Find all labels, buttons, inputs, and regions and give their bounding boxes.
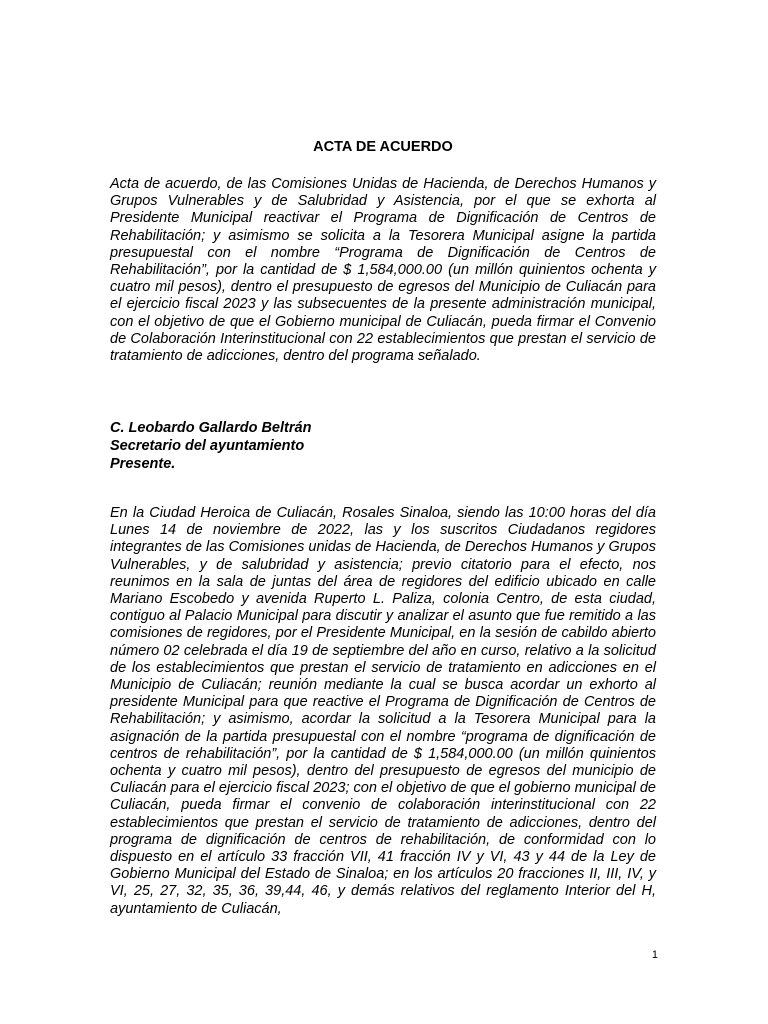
addressee-name: C. Leobardo Gallardo Beltrán [110, 420, 312, 436]
addressee-presente: Presente. [110, 456, 176, 472]
page-number: 1 [651, 949, 658, 961]
document-title: ACTA DE ACUERDO [313, 139, 453, 155]
addressee-block [110, 419, 656, 473]
body-paragraph: En la Ciudad Heroica de Culiacán, Rosales Sinaloa, siendo las 10:00 horas del día Lunes 14 de noviembre de 2022, las y los suscritos Ciudadanos regidores integrantes de las Comisiones unidas de Hacienda, de Derechos Humanos y Grupos Vulnerables, y de salubridad y asistencia; previo citatorio para el efecto, nos reunimos en la sala de juntas del área de regidores del edificio ubicado en calle Mariano Escobedo y avenida Ruperto L. Paliza, colonia Centro, de esta ciudad, contiguo al Palacio Municipal para discutir y analizar el asunto que fue remitido a las comisiones de regidores, por el Presidente Municipal, en la sesión de cabildo abierto número 02 celebrada el día 19 de septiembre del año en curso, relativo a la solicitud de los establecimientos que prestan el servicio de tratamiento en adicciones en el Municipio de Culiacán; reunión mediante la cual se busca acordar un exhorto al presidente Municipal para que reactive el Programa de Dignificación de Centros de Rehabilitación; y asimismo, acordar la solicitud a la Tesorera Municipal para la asignación de la partida presupuestal con el nombre “programa de dignificación de centros de rehabilitación”, por la cantidad de $ 1,584,000.00 (un millón quinientos ochenta y cuatro mil pesos), dentro del presupuesto de egresos del municipio de Culiacán para el ejercicio fiscal 2023; con el objetivo de que el gobierno municipal de Culiacán, pueda firmar el convenio de colaboración interinstitucional con 22 establecimientos que prestan el servicio de tratamiento de adicciones, dentro del programa de dignificación de centros de rehabilitación, de conformidad con lo dispuesto en el artículo 33 fracción VII, 41 fracción IV y VI, 43 y 44 de la Ley de Gobierno Municipal del Estado de Sinaloa; en los artículos 20 fracciones II, III, IV, y VI, 25, 27, 32, 35, 36, 39,44, 46, y demás relativos del reglamento Interior del H, ayuntamiento de Culiacán, [110, 505, 656, 917]
summary-paragraph: Acta de acuerdo, de las Comisiones Unidas de Hacienda, de Derechos Humanos y Grupos Vulnerables y de Salubridad y Asistencia, por el que se exhorta al Presidente Municipal reactivar el Programa de Dignificación de Centros de Rehabilitación; y asimismo se solicita a la Tesorera Municipal asigne la partida presupuestal con el nombre “Programa de Dignificación de Centros de Rehabilitación”, por la cantidad de $ 1,584,000.00 (un millón quinientos ochenta y cuatro mil pesos), dentro el presupuesto de egresos del Municipio de Culiacán para el ejercicio fiscal 2023 y las subsecuentes de la presente administración municipal, con el objetivo de que el Gobierno municipal de Culiacán, pueda firmar el Convenio de Colaboración Interinstitucional con 22 establecimientos que prestan el servicio de tratamiento de adicciones, dentro del programa señalado. [110, 176, 656, 365]
addressee-position: Secretario del ayuntamiento [110, 438, 305, 454]
